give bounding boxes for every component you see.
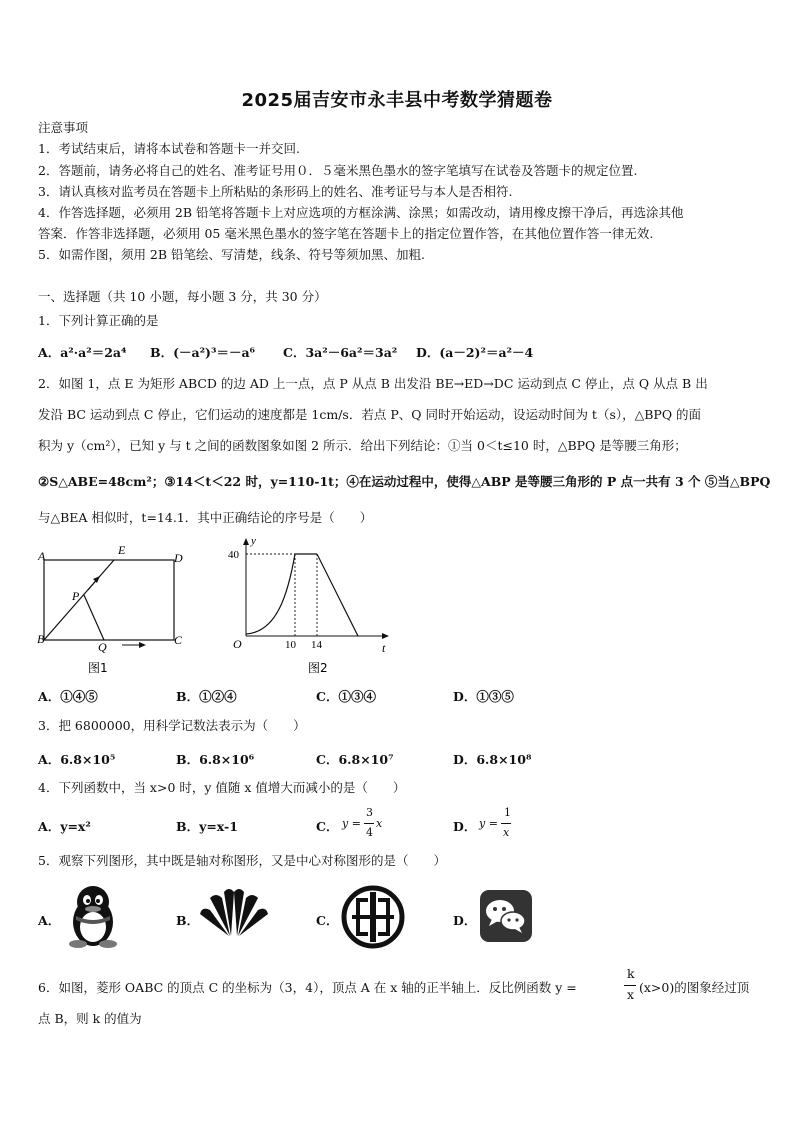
q3-option-c[interactable]: C．6.8×10⁷ xyxy=(316,752,394,767)
q3-option-d[interactable]: D．6.8×10⁸ xyxy=(453,752,532,767)
q3-option-a[interactable]: A．6.8×10⁵ xyxy=(38,752,116,767)
q3-option-b[interactable]: B．6.8×10⁶ xyxy=(176,752,255,767)
q4-c-x: x xyxy=(376,817,383,830)
question-6-line-1 xyxy=(38,966,758,1006)
q4-option-b[interactable]: B．y=x-1 xyxy=(176,819,238,834)
notice-item-4-cont: 答案．作答非选择题，必须用 05 毫米黑色墨水的签字笔在答题卡上的指定位置作答，在其他位置作答一律无效. xyxy=(38,226,654,241)
question-3-stem: 3．把 6800000，用科学记数法表示为（ ） xyxy=(38,718,306,733)
label-o: O xyxy=(233,637,242,651)
q4-c-fraction-bar xyxy=(364,823,374,824)
curve-segment xyxy=(246,554,295,634)
y-axis-arrow xyxy=(243,538,249,545)
q2-option-d[interactable]: D．①③⑤ xyxy=(453,689,514,704)
figure-2-caption: 图2 xyxy=(308,661,328,675)
figure-1-caption: 图1 xyxy=(88,661,108,675)
question-2-line-5: 与△BEA 相似时，t=14.1．其中正确结论的序号是（ ） xyxy=(38,510,373,525)
decline-segment xyxy=(317,554,358,636)
segment-pq xyxy=(84,595,104,640)
notice-item-5: 5．如需作图，须用 2B 铅笔绘、写清楚，线条、符号等须加黑、加粗. xyxy=(38,247,426,262)
q1-option-c[interactable]: C．3a²－6a²＝3a² xyxy=(283,345,398,360)
q1-option-b[interactable]: B．(－a²)³＝－a⁶ xyxy=(150,345,256,360)
question-1-stem: 1．下列计算正确的是 xyxy=(38,313,159,328)
q4-c-prefix: C． xyxy=(316,819,339,834)
q5-option-c[interactable]: C． xyxy=(316,913,339,928)
figure-1-rectangle xyxy=(32,540,192,680)
label-a: A xyxy=(38,549,46,563)
q5-option-b[interactable]: B． xyxy=(176,913,200,928)
q4-d-y: y = xyxy=(479,817,498,830)
notice-item-1: 1．考试结束后，请将本试卷和答题卡一并交回. xyxy=(38,141,300,156)
label-e: E xyxy=(118,543,126,557)
notice-item-4: 4．作答选择题，必须用 2B 铅笔将答题卡上对应选项的方框涂满、涂黑；如需改动，请用橡皮擦干净后，再选涂其他 xyxy=(38,205,684,220)
q1-option-d[interactable]: D．(a－2)²＝a²－4 xyxy=(416,345,534,360)
notice-heading: 注意事项 xyxy=(38,120,89,135)
notice-item-3: 3．请认真核对监考员在答题卡上所粘贴的条形码上的姓名、准考证号与本人是否相符. xyxy=(38,184,513,199)
q6-x: x xyxy=(627,987,635,1002)
question-6-line-2: 点 B，则 k 的值为 xyxy=(38,1011,142,1026)
page-title: 2025届吉安市永丰县中考数学猜题卷 xyxy=(241,90,553,111)
q5-option-a[interactable]: A． xyxy=(38,913,61,928)
q5-option-d[interactable]: D． xyxy=(453,913,477,928)
q2-option-c[interactable]: C．①③④ xyxy=(316,689,376,704)
question-2-line-1: 2．如图 1，点 E 为矩形 ABCD 的边 AD 上一点，点 P 从点 B 出发沿 BE→ED→DC 运动到点 C 停止，点 Q 从点 B 出 xyxy=(38,376,708,391)
notice-item-2: 2．答题前，请务必将自己的姓名、准考证号用０．５毫米黑色墨水的签字笔填写在试卷及答题卡的规定位置. xyxy=(38,163,638,178)
q6-k: k xyxy=(627,966,635,981)
q4-d-denominator: x xyxy=(503,826,510,839)
label-y: y xyxy=(251,535,256,547)
q2-option-b[interactable]: B．①②④ xyxy=(176,689,237,704)
t-axis-arrow xyxy=(382,633,389,639)
label-c: C xyxy=(174,633,183,647)
label-p: P xyxy=(72,589,80,603)
question-2-line-2: 发沿 BC 运动到点 C 停止，它们运动的速度都是 1cm/s．若点 P、Q 同时开始运动，设运动时间为 t（s），△BPQ 的面 xyxy=(38,407,702,422)
question-2-line-3: 积为 y（cm²），已知 y 与 t 之间的函数图象如图 2 所示．给出下列结论：①当 0＜t≤10 时，△BPQ 是等腰三角形； xyxy=(38,438,687,453)
label-d: D xyxy=(174,551,183,565)
question-2-line-4: ②S△ABE=48cm²；③14＜t＜22 时，y=110-1t；④在运动过程中，使得△ABP 是等腰三角形的 P 点一共有 3 个 ⑤当△BPQ xyxy=(38,474,771,489)
question-4-stem: 4．下列函数中，当 x>0 时，y 值随 x 值增大而减小的是（ ） xyxy=(38,780,406,795)
q4-c-denominator: 4 xyxy=(366,826,373,839)
label-q: Q xyxy=(98,640,107,654)
tick-10: 10 xyxy=(285,639,296,651)
q4-option-a[interactable]: A．y=x² xyxy=(38,819,91,834)
penguin-logo-image xyxy=(60,880,126,950)
q4-c-numerator: 3 xyxy=(366,806,373,819)
q4-d-fraction-bar xyxy=(501,823,511,824)
arrow-q-head xyxy=(139,642,146,648)
chat-logo-image xyxy=(478,888,534,944)
q6-text-b: (x>0)的图象经过顶 xyxy=(639,980,750,995)
q1-option-a[interactable]: A．a²·a²＝2a⁴ xyxy=(38,345,127,360)
tick-14: 14 xyxy=(311,639,322,651)
section-heading: 一、选择题（共 10 小题，每小题 3 分，共 30 分） xyxy=(38,289,327,304)
label-b: B xyxy=(37,632,45,646)
rectangle-abcd xyxy=(44,560,174,640)
q6-text-a: 6．如图，菱形 OABC 的顶点 C 的坐标为（3，4），顶点 A 在 x 轴的正半轴上．反比例函数 y = xyxy=(38,980,577,995)
bank-logo-image xyxy=(340,884,406,950)
q6-fraction-bar xyxy=(624,985,636,986)
q4-d-prefix: D． xyxy=(453,819,477,834)
question-5-stem: 5．观察下列图形，其中既是轴对称图形，又是中心对称图形的是（ ） xyxy=(38,853,446,868)
fan-logo-image xyxy=(198,884,270,946)
figure-2-graph xyxy=(222,534,392,680)
label-t: t xyxy=(382,641,386,655)
q4-c-y: y = xyxy=(342,817,361,830)
q2-option-a[interactable]: A．①④⑤ xyxy=(38,689,98,704)
q4-d-numerator: 1 xyxy=(504,806,511,819)
tick-40: 40 xyxy=(228,549,239,561)
